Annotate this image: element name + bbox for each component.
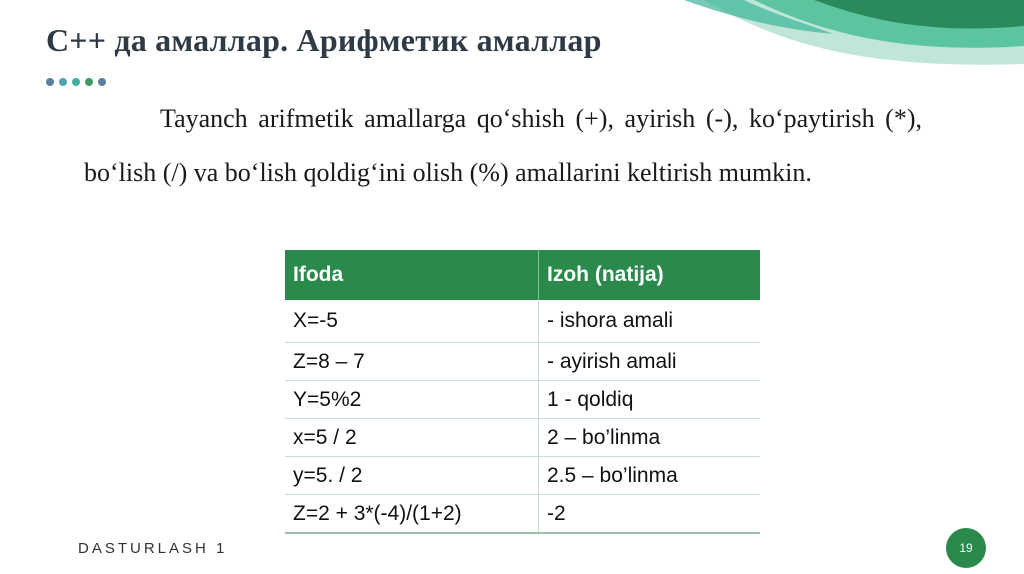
table-row xyxy=(285,381,760,419)
explanation-cell: 2 – bo’linma xyxy=(539,419,761,457)
slide-title: C++ да амаллар. Арифметик амаллар xyxy=(46,22,602,58)
explanation-cell: -2 xyxy=(539,495,761,534)
page-number: 19 xyxy=(959,541,973,555)
explanation-cell: - ayirish amali xyxy=(539,343,761,381)
page-number-badge xyxy=(946,528,986,568)
expression-cell: y=5. / 2 xyxy=(285,457,539,495)
expression-cell: X=-5 xyxy=(285,300,539,343)
accent-dot xyxy=(59,78,67,86)
expression-table xyxy=(285,250,760,534)
expression-cell: Z=2 + 3*(-4)/(1+2) xyxy=(285,495,539,534)
explanation-cell: - ishora amali xyxy=(539,300,761,343)
accent-dot xyxy=(85,78,93,86)
table-row xyxy=(285,419,760,457)
explanation-cell: 2.5 – bo’linma xyxy=(539,457,761,495)
expression-cell: Y=5%2 xyxy=(285,381,539,419)
accent-dot xyxy=(72,78,80,86)
footer-label: DASTURLASH 1 xyxy=(78,540,228,557)
column-header-explanation: Izoh (natija) xyxy=(539,250,761,300)
table-header-row xyxy=(285,250,760,300)
table-row xyxy=(285,457,760,495)
expression-cell: x=5 / 2 xyxy=(285,419,539,457)
accent-dot xyxy=(46,78,54,86)
expression-cell: Z=8 – 7 xyxy=(285,343,539,381)
table-row xyxy=(285,495,760,534)
explanation-cell: 1 - qoldiq xyxy=(539,381,761,419)
intro-paragraph: Tayanch arifmetik amallarga qo‘shish (+), ayirish (-), ko‘paytirish (*), bo‘lish (/) va bo‘lish qoldig‘ini olish (%) amallarini keltirish mumkin. xyxy=(84,104,922,187)
table-row xyxy=(285,300,760,343)
accent-dot xyxy=(98,78,106,86)
column-header-expression: Ifoda xyxy=(285,250,539,300)
accent-dots xyxy=(46,78,106,86)
table-row xyxy=(285,343,760,381)
